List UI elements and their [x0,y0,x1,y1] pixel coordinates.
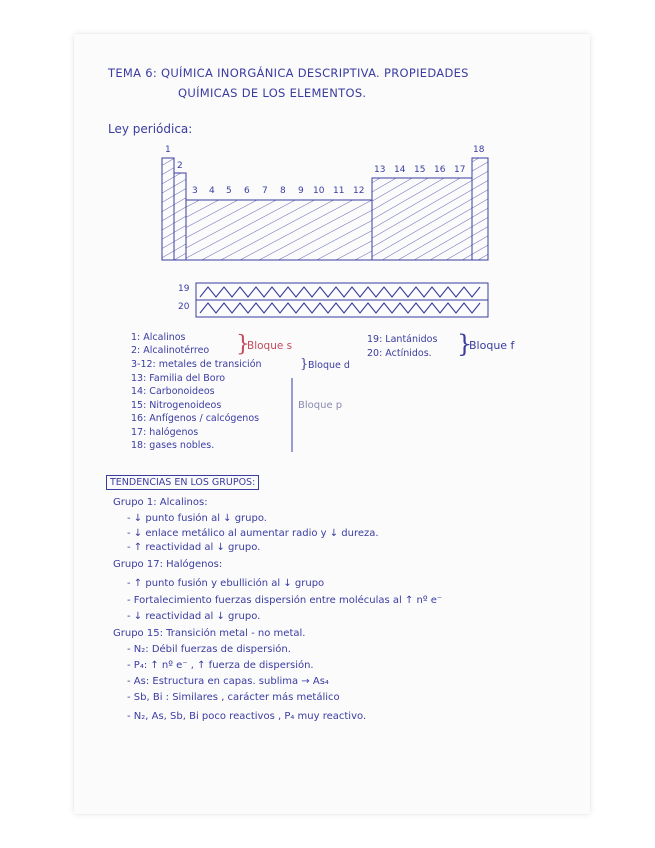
trend-line-10: - N₂: Débil fuerzas de dispersión. [127,644,291,655]
legend-item-1: 1: Alcalinos [131,332,186,343]
bloque-d-brace: } [300,357,309,372]
group-number-3: 3 [192,186,198,196]
trend-line-2: - ↓ punto fusión al ↓ grupo. [127,513,267,524]
d-block [186,200,372,260]
trend-line-5: Grupo 17: Halógenos: [113,559,223,570]
actinides-scribble [200,303,480,313]
legend-item-15: 15: Nitrogenoideos [131,400,222,411]
bloque-s-brace: } [236,332,250,357]
trend-line-12: - As: Estructura en capas. sublima → As₄ [127,676,329,687]
p-block [372,178,472,260]
group-number-4: 4 [209,186,215,196]
legend-item-19: 19: Lantánidos [367,334,438,345]
legend-item-16: 16: Anfígenos / calcógenos [131,413,260,424]
group-number-12: 12 [353,186,365,196]
group-number-15: 15 [414,165,426,175]
page-title-line2: QUÍMICAS DE LOS ELEMENTOS. [178,86,367,100]
trend-line-3: - ↓ enlace metálico al aumentar radio y ↓ dureza. [127,528,379,539]
group-number-8: 8 [280,186,286,196]
group-number-11: 11 [333,186,345,196]
bloque-s-label: Bloque s [247,340,293,352]
trend-line-13: - Sb, Bi : Similares , carácter más metálico [127,692,340,703]
legend-item-2: 2: Alcalinotérreo [131,345,210,356]
legend-item-14: 14: Carbonoideos [131,386,215,397]
period-label-19: 19 [178,284,190,294]
group-number-2: 2 [177,161,183,171]
bloque-f-brace: } [457,330,473,358]
trend-line-6: - ↑ punto fusión y ebullición al ↓ grupo [127,578,325,589]
legend-item-20: 20: Actínidos. [367,348,432,359]
trend-line-4: - ↑ reactividad al ↓ grupo. [127,542,261,553]
group-number-1: 1 [165,145,171,155]
group-1-column [162,158,174,260]
section-title-tendencias: TENDENCIAS EN LOS GRUPOS: [106,475,259,490]
group-2-column [174,173,186,260]
group-number-7: 7 [262,186,268,196]
page-title-line1: TEMA 6: QUÍMICA INORGÁNICA DESCRIPTIVA. PROPIEDADES [108,66,469,80]
bloque-p-label: Bloque p [298,400,343,411]
bloque-f-label: Bloque f [469,339,515,352]
group-18-column [472,158,488,260]
group-number-9: 9 [298,186,304,196]
group-number-16: 16 [434,165,446,175]
lanthanides-scribble [200,287,480,297]
group-number-17: 17 [454,165,466,175]
trend-line-9: Grupo 15: Transición metal - no metal. [113,628,306,639]
trend-line-1: Grupo 1: Alcalinos: [113,497,208,508]
group-number-6: 6 [244,186,250,196]
legend-item-3-12: 3-12: metales de transición [131,359,262,370]
trend-line-11: - P₄: ↑ nº e⁻ , ↑ fuerza de dispersión. [127,660,314,671]
group-number-5: 5 [226,186,232,196]
trend-line-8: - ↓ reactividad al ↓ grupo. [127,611,261,622]
section-title-ley-periodica: Ley periódica: [108,122,193,136]
period-label-20: 20 [178,302,190,312]
trend-line-14: - N₂, As, Sb, Bi poco reactivos , P₄ muy reactivo. [127,711,367,722]
legend-item-13: 13: Familia del Boro [131,373,226,384]
group-number-10: 10 [313,186,325,196]
legend-item-17: 17: halógenos [131,427,199,438]
legend-item-18: 18: gases nobles. [131,440,215,451]
group-number-14: 14 [394,165,406,175]
trend-line-7: - Fortalecimiento fuerzas dispersión entre moléculas al ↑ nº e⁻ [127,595,443,606]
bloque-d-label: Bloque d [308,360,350,371]
group-number-18: 18 [473,145,485,155]
group-number-13: 13 [374,165,386,175]
